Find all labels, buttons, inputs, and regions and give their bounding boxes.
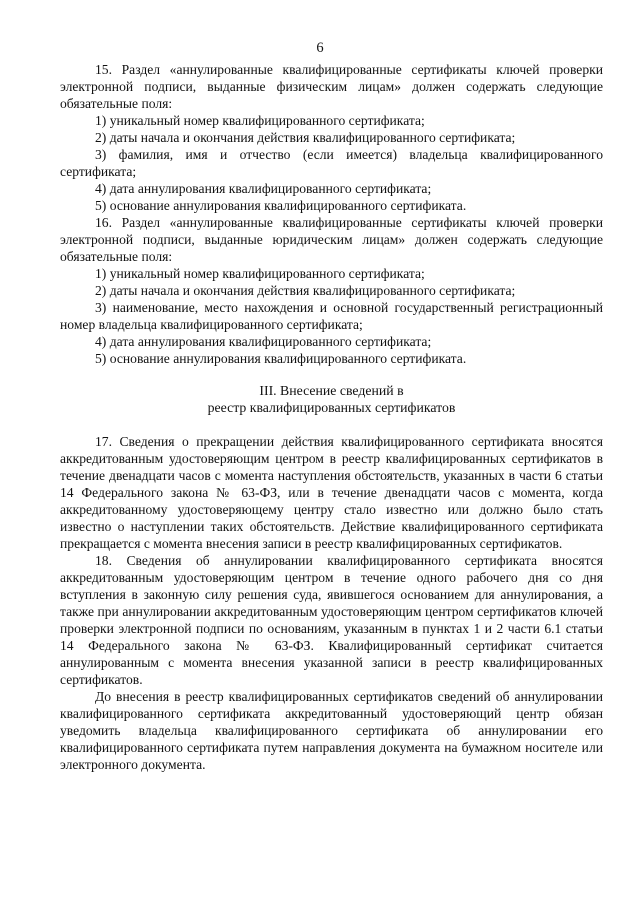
paragraph-15-item-1: 1) уникальный номер квалифицированного сертификата; — [95, 113, 425, 128]
paragraph-final: До внесения в реестр квалифицированных сертификатов сведений об аннулировании квалифицированного сертификата аккредитованный удостоверяющий центр обязан уведомить владельца квалифицированного сертификата об аннулировании его квалифицированного сертификата путем направления документа на бумажном носителе или электронного документа. — [60, 689, 603, 772]
paragraph-15-intro: 15. Раздел «аннулированные квалифицированные сертификаты ключей проверки электронной подписи, выданные физическим лицам» должен содержать следующие обязательные поля: — [60, 62, 603, 111]
section-heading — [60, 382, 603, 416]
paragraph-16-item-3: 3) наименование, место нахождения и основной государственный регистрационный номер владельца квалифицированного сертификата; — [60, 300, 603, 332]
paragraph-16-item-4: 4) дата аннулирования квалифицированного сертификата; — [95, 334, 432, 349]
section-heading-line-2: реестр квалифицированных сертификатов — [207, 400, 456, 415]
paragraph-16-item-2: 2) даты начала и окончания действия квалифицированного сертификата; — [95, 283, 516, 298]
paragraph-18: 18. Сведения об аннулировании квалифицированного сертификата вносятся аккредитованным удостоверяющим центром в течение одного рабочего дня со дня вступления в законную силу решения суда, явившегося основанием для аннулирования, а также при аннулировании аккредитованным удостоверяющим центром сертификатов ключей проверки электронной подписи по основаниям, указанным в пунктах 1 и 2 части 6.1 статьи 14 Федерального закона № 63-ФЗ. Квалифицированный сертификат считается аннулированным с момента внесения указанной записи в реестр квалифицированных сертификатов. — [60, 553, 603, 687]
paragraph-16-intro: 16. Раздел «аннулированные квалифицированные сертификаты ключей проверки электронной подписи, выданные юридическим лицам» должен содержать следующие обязательные поля: — [60, 215, 603, 264]
paragraph-16-item-1: 1) уникальный номер квалифицированного сертификата; — [95, 266, 425, 281]
paragraph-15-item-3: 3) фамилия, имя и отчество (если имеется) владельца квалифицированного сертификата; — [60, 147, 603, 179]
paragraph-15-item-2: 2) даты начала и окончания действия квалифицированного сертификата; — [95, 130, 516, 145]
page-number: 6 — [316, 40, 324, 56]
paragraph-17: 17. Сведения о прекращении действия квалифицированного сертификата вносятся аккредитованным удостоверяющим центром в реестр квалифицированных сертификатов в течение двенадцати часов с момента наступления обстоятельств, указанных в части 6 статьи 14 Федерального закона № 63-ФЗ, или в течение двенадцати часов с момента, когда аккредитованному удостоверяющему центру стало известно или должно было стать известно о наступлении таких обстоятельств. Действие квалифицированного сертификата прекращается с момента внесения записи в реестр квалифицированных сертификатов. — [60, 434, 603, 551]
paragraph-15-item-4: 4) дата аннулирования квалифицированного сертификата; — [95, 181, 432, 196]
paragraph-16-item-5: 5) основание аннулирования квалифицированного сертификата. — [95, 351, 467, 366]
section-heading-line-1: III. Внесение сведений в — [259, 383, 404, 398]
paragraph-15-item-5: 5) основание аннулирования квалифицированного сертификата. — [95, 198, 467, 213]
document-body — [60, 61, 603, 773]
